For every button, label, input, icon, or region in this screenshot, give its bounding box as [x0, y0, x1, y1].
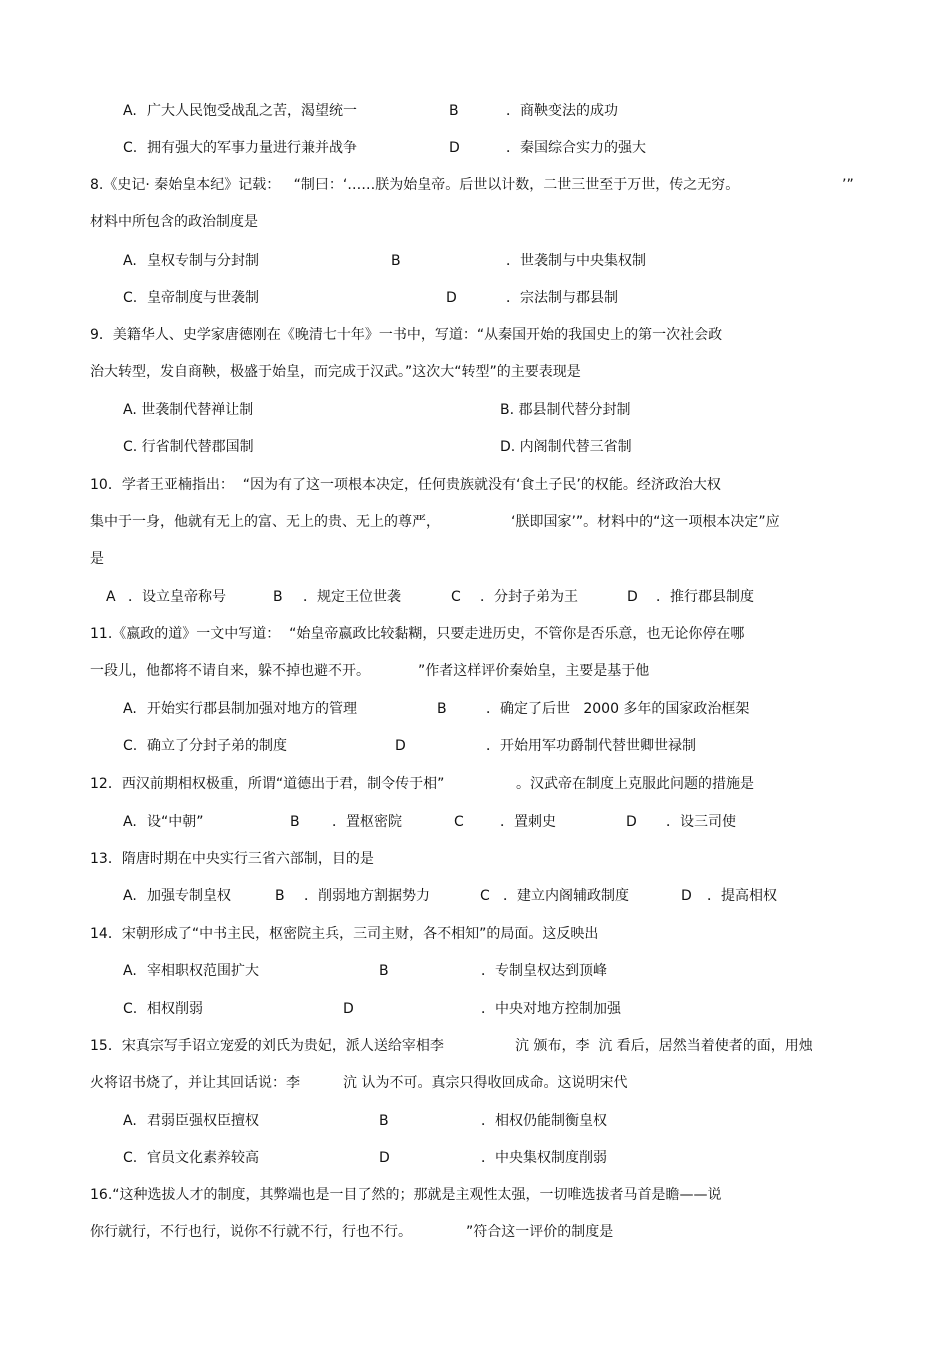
q8-option-a-label: A.	[123, 253, 137, 269]
q14-stem-line1: 14．宋朝形成了“中书主民，枢密院主兵，三司主财，各不相知”的局面。这反映出	[90, 926, 599, 942]
q13-option-b-text: ．削弱地方割据势力	[304, 888, 430, 904]
q15-stem-line1-tail: 沆 颁布，李 沆 看后，居然当着使者的面，用烛	[515, 1038, 813, 1054]
q7-option-a-label: A.	[123, 103, 137, 119]
q7-option-c-label: C.	[123, 140, 138, 156]
q15-stem-line2-tail: 沆 认为不可。真宗只得收回成命。这说明宋代	[343, 1075, 628, 1091]
q13-option-d-label: D	[681, 888, 692, 904]
q15-option-a-label: A.	[123, 1113, 137, 1129]
q11-option-c-text: 确立了分封子弟的制度	[147, 738, 287, 754]
q12-stem-line1-tail: 。汉武帝在制度上克服此问题的措施是	[516, 776, 754, 792]
q9-stem-line1: 9．美籍华人、史学家唐德刚在《晚清七十年》一书中，写道：“从秦国开始的我国史上的第一次社会政	[90, 327, 723, 343]
q10-option-d-label: D	[627, 589, 638, 605]
q10-option-a-text: ．设立皇帝称号	[128, 589, 226, 605]
q8-option-c-text: 皇帝制度与世袭制	[147, 290, 259, 306]
q10-option-b-text: ．规定王位世袭	[303, 589, 401, 605]
q11-option-d-text: ．开始用军功爵制代替世卿世禄制	[486, 738, 696, 754]
q9-option-b: B. 郡县制代替分封制	[500, 402, 631, 418]
q11-option-b-label: B	[437, 701, 447, 717]
q12-option-d-label: D	[626, 814, 637, 830]
q15-option-b-label: B	[379, 1113, 389, 1129]
q14-option-c-text: 相权削弱	[147, 1001, 203, 1017]
q9-option-d: D. 内阁制代替三省制	[500, 439, 632, 455]
q12-stem-line1: 12．西汉前期相权极重，所谓“道德出于君，制令传于相”	[90, 776, 445, 792]
q14-option-a-text: 宰相职权范围扩大	[147, 963, 259, 979]
q11-option-c-label: C.	[123, 738, 138, 754]
q15-option-d-text: ．中央集权制度削弱	[481, 1150, 607, 1166]
q7-option-b-text: ．商鞅变法的成功	[506, 103, 618, 119]
q14-option-c-label: C.	[123, 1001, 138, 1017]
q10-option-b-label: B	[273, 589, 283, 605]
q7-option-b-label: B	[449, 103, 459, 119]
q8-stem-line1-tail: ’”	[842, 177, 854, 193]
q12-option-c-text: ．置刺史	[500, 814, 556, 830]
q14-option-d-label: D	[343, 1001, 354, 1017]
q15-option-b-text: ．相权仍能制衡皇权	[481, 1113, 607, 1129]
q15-option-c-label: C.	[123, 1150, 138, 1166]
q8-option-c-label: C.	[123, 290, 138, 306]
q12-option-b-label: B	[290, 814, 300, 830]
q13-option-b-label: B	[275, 888, 285, 904]
q10-stem-line2-tail: ‘朕即国家’”。材料中的“这一项根本决定”应	[511, 514, 780, 530]
q13-option-d-text: ．提高相权	[707, 888, 777, 904]
q11-option-a-label: A.	[123, 701, 137, 717]
q9-option-a: A. 世袭制代替禅让制	[123, 402, 254, 418]
q8-option-b-label: B	[391, 253, 401, 269]
q10-stem-line3: 是	[90, 551, 104, 567]
q10-stem-line2: 集中于一身，他就有无上的富、无上的贵、无上的尊严，	[90, 514, 440, 530]
q12-option-a-text: 设“中朝”	[147, 814, 204, 830]
q10-option-a-label: A	[106, 589, 116, 605]
q13-option-a-label: A.	[123, 888, 137, 904]
q7-option-a-text: 广大人民饱受战乱之苦，渴望统一	[147, 103, 357, 119]
q11-option-d-label: D	[395, 738, 406, 754]
q7-option-d-label: D	[449, 140, 460, 156]
q10-option-c-label: C	[451, 589, 461, 605]
q13-option-a-text: 加强专制皇权	[147, 888, 231, 904]
q12-option-b-text: ．置枢密院	[332, 814, 402, 830]
q9-stem-line2: 治大转型，发自商鞅，极盛于始皇，而完成于汉武。”这次大“转型”的主要表现是	[90, 364, 581, 380]
q12-option-c-label: C	[454, 814, 464, 830]
q11-option-b-text: ．确定了后世 2000 多年的国家政治框架	[486, 701, 750, 717]
q15-stem-line2: 火将诏书烧了，并让其回话说：李	[90, 1075, 300, 1091]
q16-stem-line2-tail: ”符合这一评价的制度是	[466, 1224, 614, 1240]
q13-option-c-text: ．建立内阁辅政制度	[503, 888, 629, 904]
q11-stem-line2: 一段儿，他都将不请自来，躲不掉也避不开。	[90, 663, 370, 679]
q11-option-a-text: 开始实行郡县制加强对地方的管理	[147, 701, 357, 717]
q11-stem-line2-tail: ”作者这样评价秦始皇，主要是基于他	[418, 663, 650, 679]
q14-option-d-text: ．中央对地方控制加强	[481, 1001, 621, 1017]
q16-stem-line2: 你行就行，不行也行，说你不行就不行，行也不行。	[90, 1224, 412, 1240]
q15-option-a-text: 君弱臣强权臣擅权	[147, 1113, 259, 1129]
q12-option-d-text: ．设三司使	[666, 814, 736, 830]
q10-stem-line1: 10．学者王亚楠指出： “因为有了这一项根本决定，任何贵族就没有‘食土子民’的权能。经济政治大权	[90, 477, 721, 493]
q15-option-c-text: 官员文化素养较高	[147, 1150, 259, 1166]
q16-stem-line1: 16.“这种选拔人才的制度，其弊端也是一目了然的；那就是主观性太强，一切唯选拔者马首是瞻——说	[90, 1187, 722, 1203]
q7-option-d-text: ．秦国综合实力的强大	[506, 140, 646, 156]
q14-option-a-label: A.	[123, 963, 137, 979]
q13-option-c-label: C	[480, 888, 490, 904]
q11-stem-line1: 11.《嬴政的道》一文中写道： “始皇帝嬴政比较黏糊，只要走进历史，不管你是否乐意，也无论你停在哪	[90, 626, 745, 642]
q12-option-a-label: A.	[123, 814, 137, 830]
q8-option-d-label: D	[446, 290, 457, 306]
q9-option-c: C. 行省制代替郡国制	[123, 439, 254, 455]
q7-option-c-text: 拥有强大的军事力量进行兼并战争	[147, 140, 357, 156]
q8-option-a-text: 皇权专制与分封制	[147, 253, 259, 269]
q8-option-d-text: ．宗法制与郡县制	[506, 290, 618, 306]
q8-stem-line1: 8.《史记· 秦始皇本纪》记载： “制曰：‘……朕为始皇帝。后世以计数，二世三世至于万世，传之无穷。	[90, 177, 740, 193]
q10-option-d-text: ．推行郡县制度	[656, 589, 754, 605]
q15-option-d-label: D	[379, 1150, 390, 1166]
q8-stem-line2: 材料中所包含的政治制度是	[90, 214, 258, 230]
q8-option-b-text: ．世袭制与中央集权制	[506, 253, 646, 269]
q13-stem-line1: 13．隋唐时期在中央实行三省六部制，目的是	[90, 851, 374, 867]
q10-option-c-text: ．分封子弟为王	[480, 589, 578, 605]
q15-stem-line1: 15．宋真宗写手诏立宠爱的刘氏为贵妃，派人送给宰相李	[90, 1038, 444, 1054]
q14-option-b-label: B	[379, 963, 389, 979]
q14-option-b-text: ．专制皇权达到顶峰	[481, 963, 607, 979]
